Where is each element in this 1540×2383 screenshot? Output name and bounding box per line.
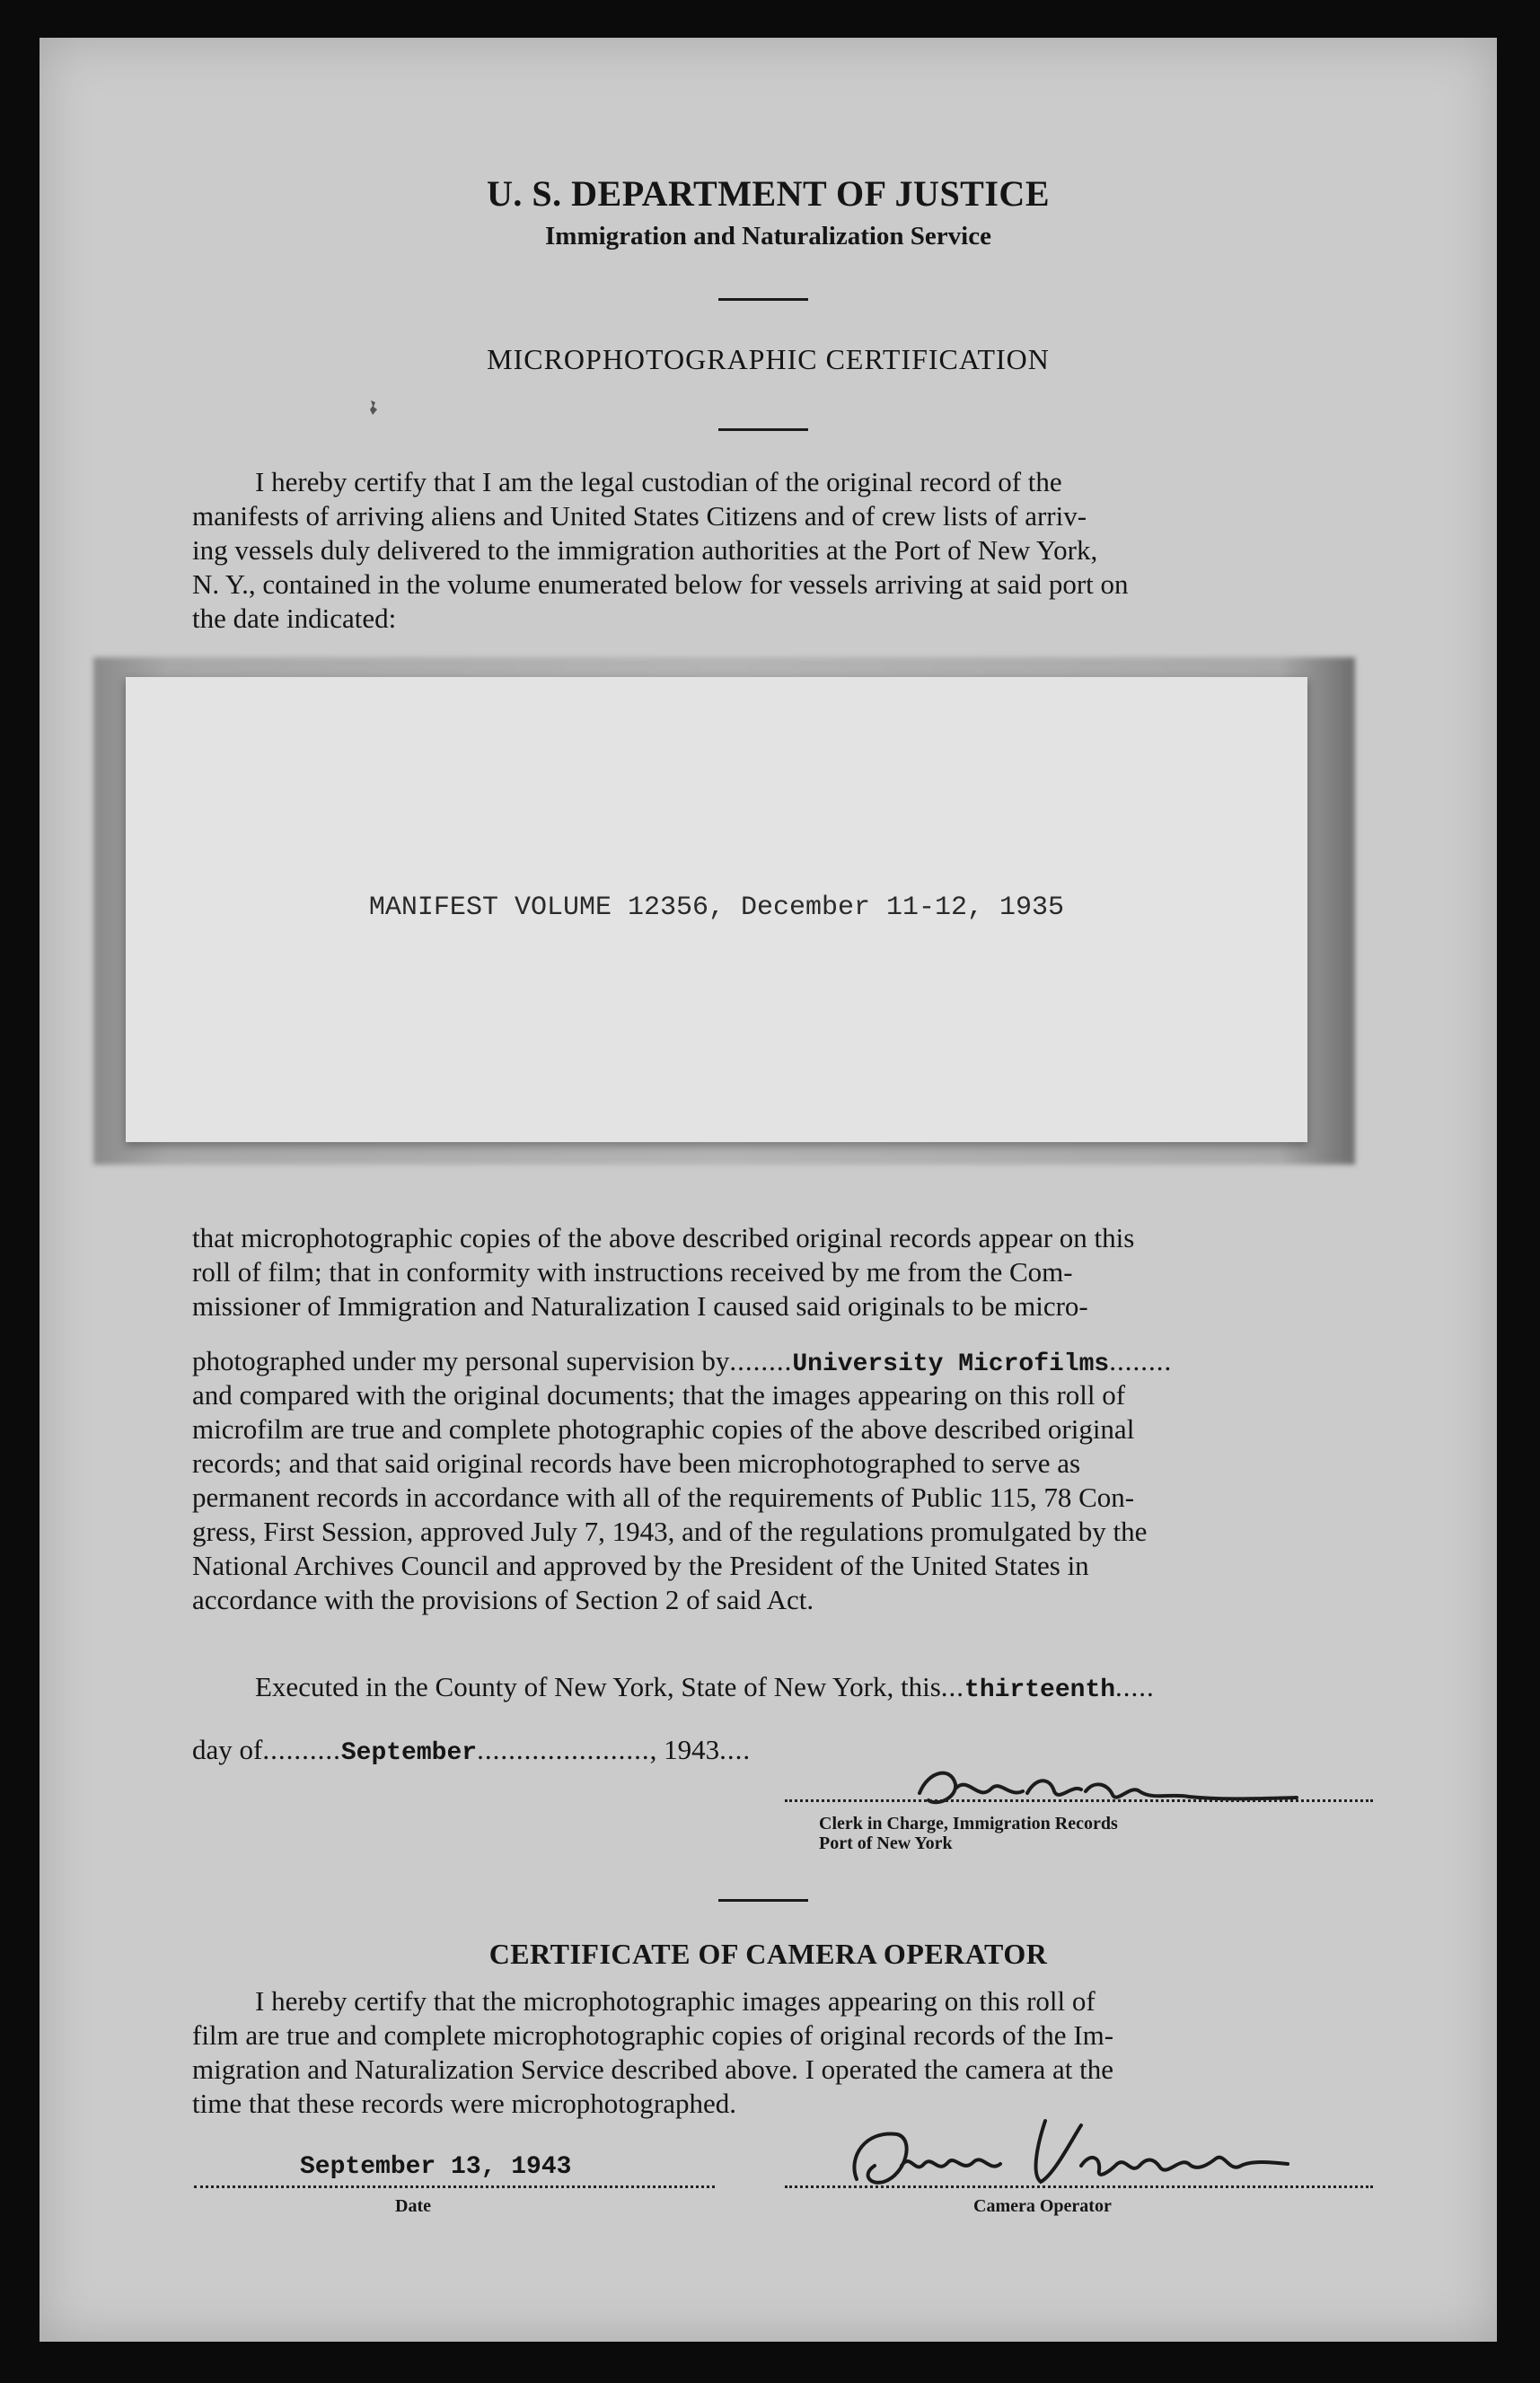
manifest-volume-text: MANIFEST VOLUME 12356, December 11-12, 1935 — [368, 893, 1065, 923]
body-line: microfilm are true and complete photographic copies of the above described original — [192, 1413, 1135, 1445]
day-of-prefix: day of — [192, 1734, 263, 1765]
body-paragraph-a — [192, 1221, 1374, 1323]
body-line: permanent records in accordance with all of the requirements of Public 115, 78 Con- — [192, 1482, 1135, 1513]
intro-line: ing vessels duly delivered to the immigration authorities at the Port of New York, — [192, 534, 1098, 566]
day-of-line: day of..........September......................, 1943.... — [192, 1734, 752, 1767]
intro-line: the date indicated: — [192, 602, 397, 634]
intro-line: I hereby certify that I am the legal custodian of the original record of the — [255, 466, 1062, 497]
executed-prefix: Executed in the County of New York, State of New York, this — [255, 1671, 941, 1702]
divider-rule — [718, 1899, 808, 1902]
body-line: accordance with the provisions of Section 2 of said Act. — [192, 1584, 814, 1615]
body-line: gress, First Session, approved July 7, 1943, and of the regulations promulgated by the — [192, 1516, 1148, 1547]
supervision-prefix: photographed under my personal supervision by — [192, 1345, 730, 1376]
camera-line: time that these records were microphotographed. — [192, 2088, 736, 2119]
year-value: , 1943 — [649, 1734, 720, 1765]
body-line: roll of film; that in conformity with instructions received by me from the Com- — [192, 1256, 1073, 1288]
clerk-location: Port of New York — [819, 1833, 953, 1853]
clerk-signature-line — [785, 1799, 1373, 1802]
intro-line: manifests of arriving aliens and United States Citizens and of crew lists of arriv- — [192, 500, 1087, 532]
department-heading: U. S. DEPARTMENT OF JUSTICE — [487, 173, 1050, 214]
ink-speck — [368, 399, 381, 417]
camera-paragraph — [192, 1984, 1374, 2121]
divider-rule — [718, 428, 808, 431]
executed-day: thirteenth — [964, 1676, 1116, 1704]
supervisor-name: University Microfilms — [792, 1350, 1110, 1378]
camera-operator-label: Camera Operator — [973, 2196, 1112, 2216]
camera-line: film are true and complete microphotographic copies of original records of the Im- — [192, 2019, 1114, 2051]
body-paragraph-b — [192, 1378, 1374, 1617]
camera-line: migration and Naturalization Service described above. I operated the camera at the — [192, 2053, 1113, 2085]
executed-line: Executed in the County of New York, State of New York, this...thirteenth..... — [255, 1671, 1155, 1704]
certification-title: MICROPHOTOGRAPHIC CERTIFICATION — [487, 343, 1050, 375]
camera-line: I hereby certify that the microphotographic images appearing on this roll of — [255, 1985, 1096, 2017]
divider-rule — [718, 298, 808, 301]
supervision-line: photographed under my personal supervision by........University Microfilms........ — [192, 1345, 1173, 1378]
body-line: that microphotographic copies of the above described original records appear on this — [192, 1222, 1135, 1253]
camera-certificate-title: CERTIFICATE OF CAMERA OPERATOR — [488, 1938, 1048, 1970]
service-subheading: Immigration and Naturalization Service — [545, 222, 991, 251]
body-line: and compared with the original documents; that the images appearing on this roll of — [192, 1379, 1126, 1411]
clerk-title: Clerk in Charge, Immigration Records — [819, 1814, 1118, 1833]
intro-paragraph — [192, 465, 1374, 636]
camera-operator-line — [785, 2185, 1373, 2188]
body-line: missioner of Immigration and Naturalization I caused said originals to be micro- — [192, 1290, 1088, 1322]
intro-line: N. Y., contained in the volume enumerated below for vessels arriving at said port on — [192, 568, 1129, 600]
certificate-page — [40, 38, 1497, 2342]
date-label: Date — [395, 2196, 431, 2216]
date-line — [194, 2185, 715, 2188]
clerk-signature — [902, 1757, 1324, 1820]
date-value: September 13, 1943 — [300, 2153, 572, 2181]
body-line: National Archives Council and approved by the President of the United States in — [192, 1550, 1089, 1581]
body-line: records; and that said original records have been microphotographed to serve as — [192, 1447, 1081, 1479]
month-value: September — [340, 1739, 478, 1767]
volume-card — [126, 677, 1307, 1142]
